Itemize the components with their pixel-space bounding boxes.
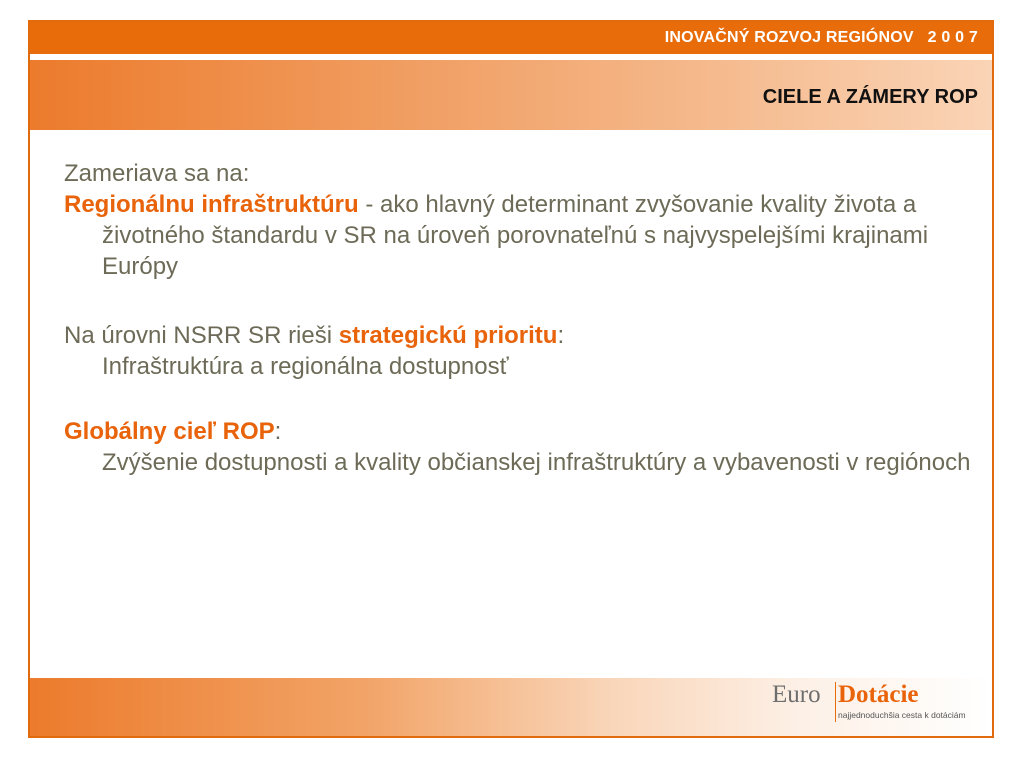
highlight-strategic-priority: strategickú prioritu [338, 322, 558, 349]
strategic-priority-subitem: Infraštruktúra a regionálna dostupnosť [102, 353, 509, 380]
strategic-priority-suffix: : [557, 322, 565, 349]
intro-text: Zameriava sa na: [64, 160, 250, 187]
highlight-global-goal: Globálny cieľ ROP [64, 418, 275, 445]
logo-dotacie-text: Dotácie [838, 681, 919, 708]
slide [28, 20, 994, 738]
series-title: INOVAČNÝ ROZVOJ REGIÓNOV 2 0 0 7 [664, 29, 978, 46]
strategic-priority-prefix: Na úrovni NSRR SR rieši [64, 322, 339, 349]
logo-euro-text: Euro [772, 681, 821, 708]
logo-tagline: najjednoduchšia cesta k dotáciám [838, 710, 966, 720]
spacer [64, 282, 974, 320]
eurodotacie-logo [772, 681, 972, 723]
global-goal-suffix: : [274, 418, 282, 445]
bullet-strategic-priority [64, 320, 974, 351]
slide-title: CIELE A ZÁMERY ROP [762, 86, 978, 108]
bullet-global-goal [64, 416, 974, 447]
regional-infrastructure-text: - ako hlavný determinant zvyšovanie kvality života a životného štandardu v SR na úroveň porovnateľnú s najvyspelejšími krajinami Európy [102, 191, 929, 280]
bullet-regional-infrastructure [64, 189, 974, 282]
highlight-regional-infrastructure: Regionálnu infraštruktúru [64, 191, 359, 218]
title-band [30, 60, 992, 130]
spacer [64, 382, 974, 416]
slide-content [64, 158, 974, 478]
logo-divider [835, 682, 836, 722]
global-goal-subitem: Zvýšenie dostupnosti a kvality občianskej infraštruktúry a vybavenosti v regiónoch [102, 449, 971, 476]
header-bar [30, 22, 992, 54]
